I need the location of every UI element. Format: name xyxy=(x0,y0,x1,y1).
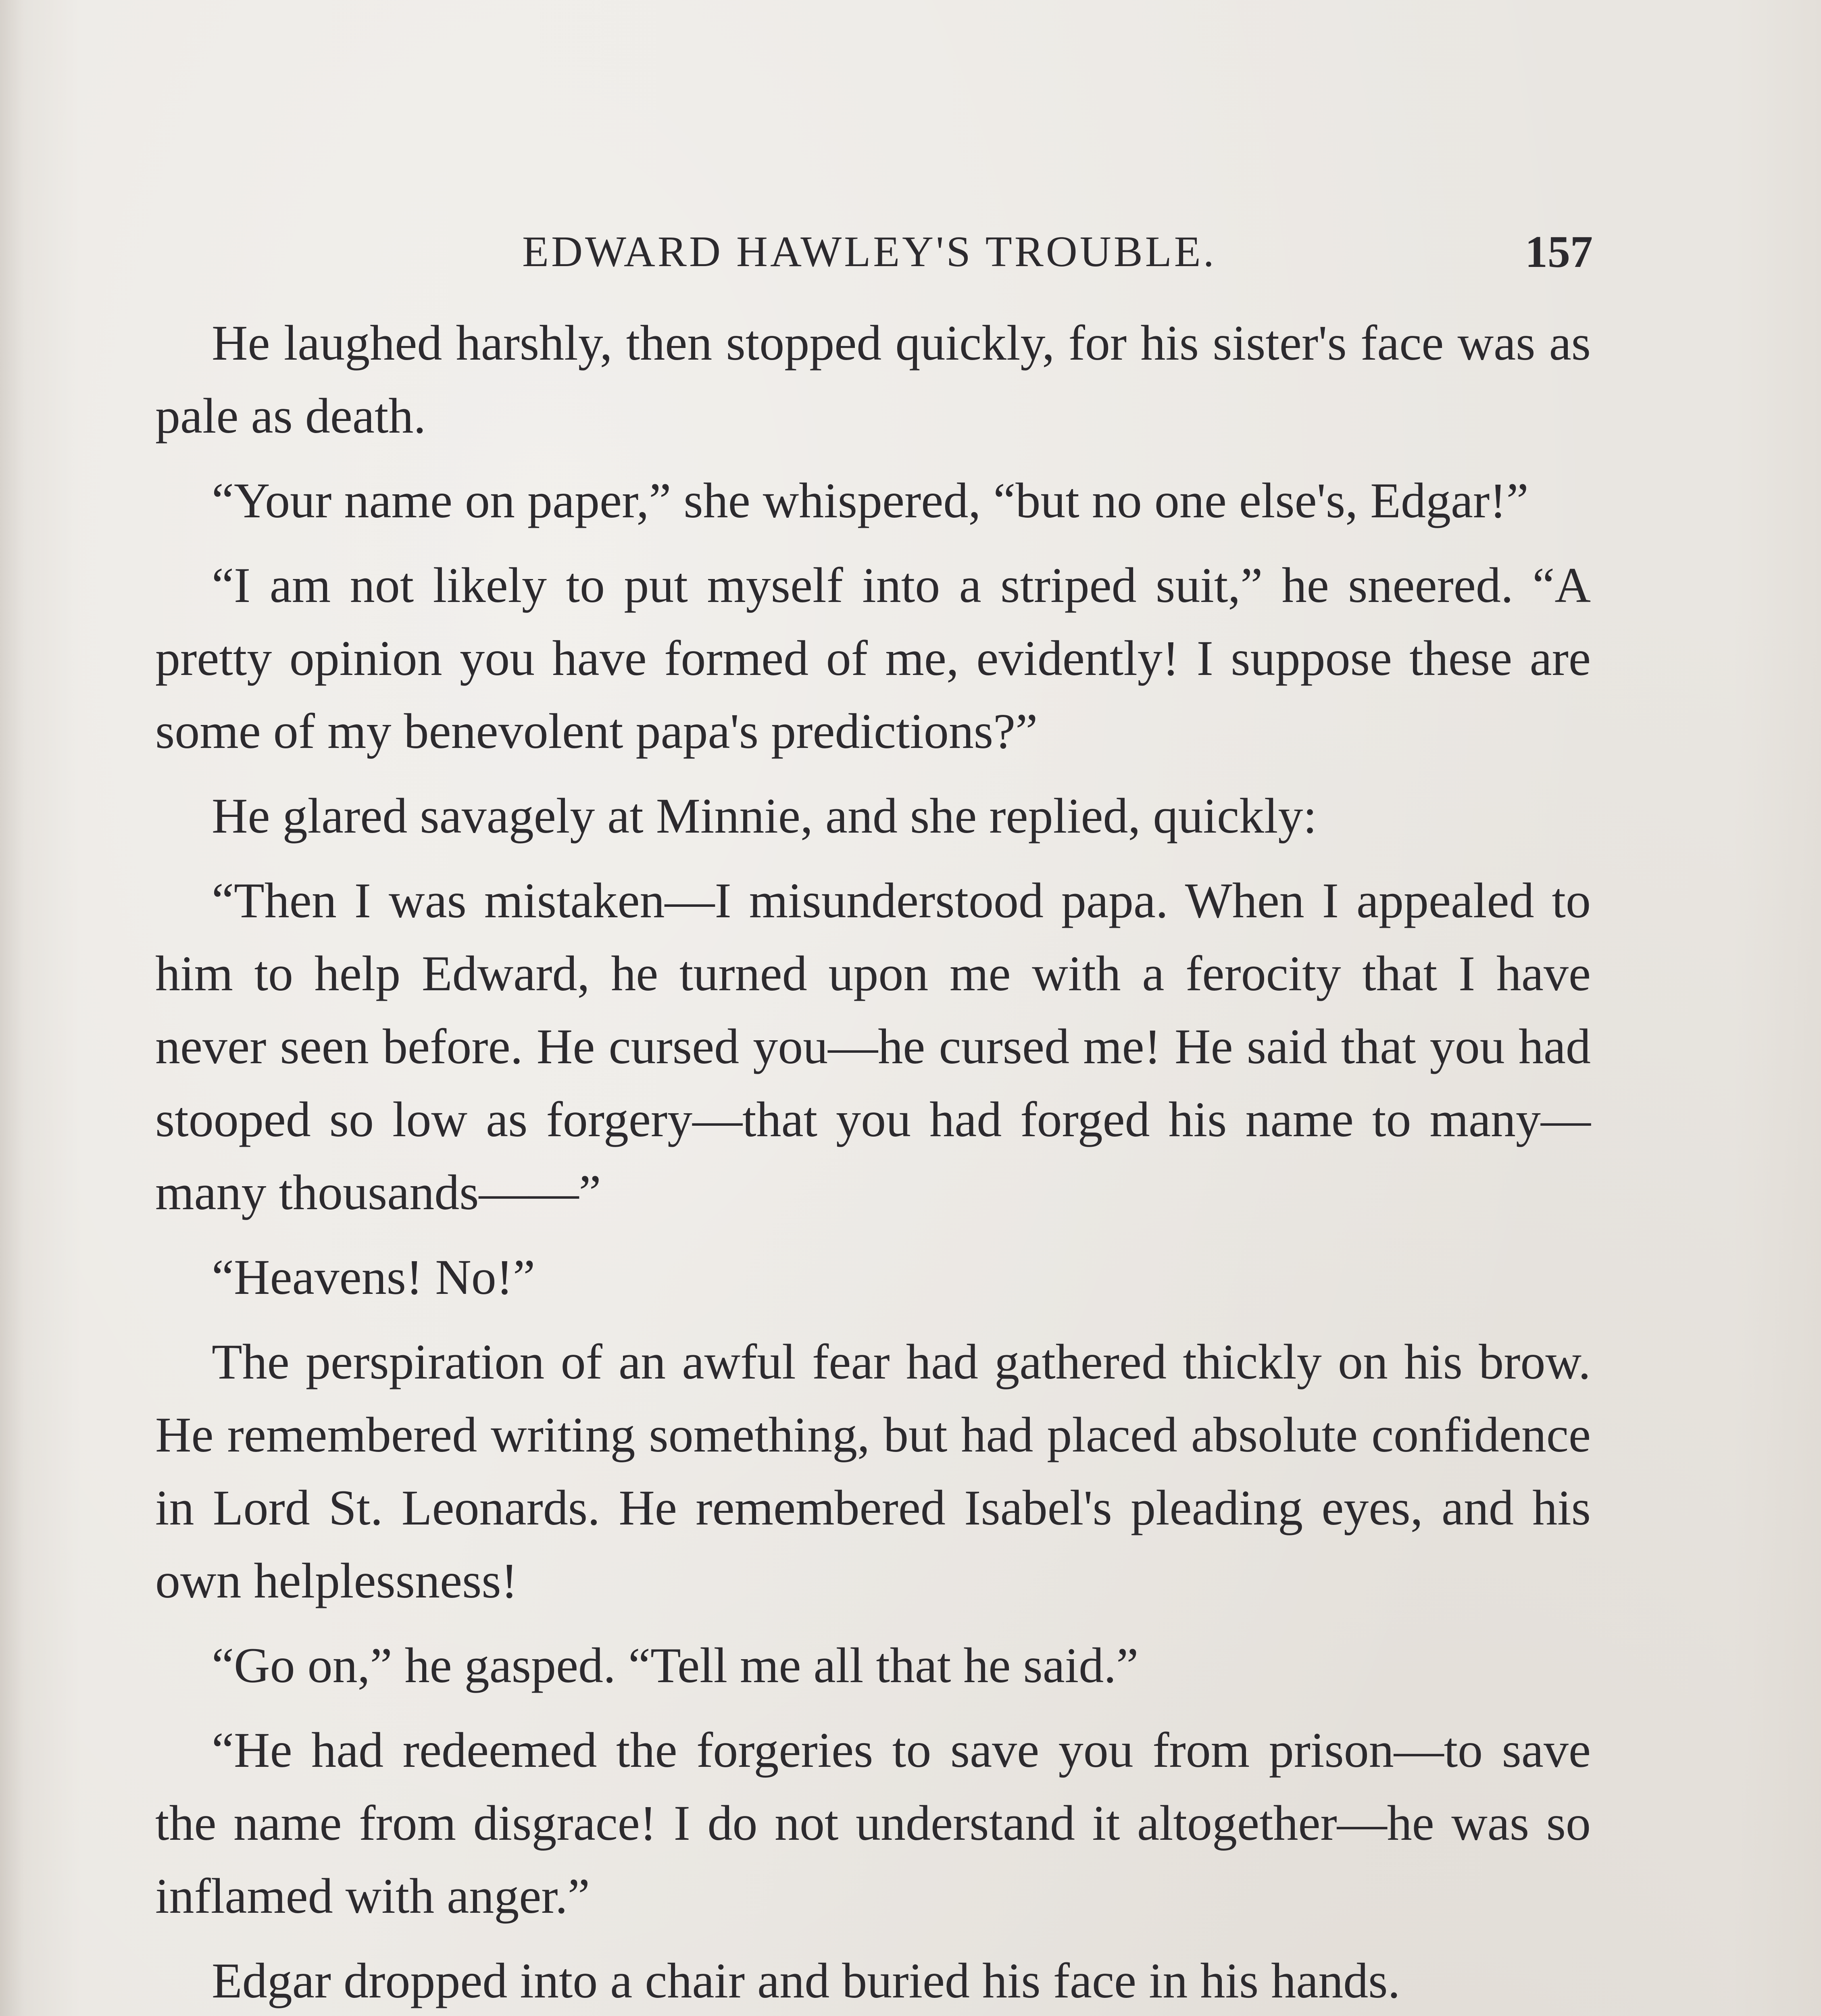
page-number: 157 xyxy=(1525,227,1593,277)
page-header xyxy=(153,220,1593,284)
paragraph: “Heavens! No!” xyxy=(212,1250,535,1305)
paragraph: The perspiration of an awful fear had gathered thickly on his brow. He remembered writing something, but had placed absolute confidence in Lord St. Leonards. He remembered Isabel's pleading eyes, and his own helplessness! xyxy=(155,1334,1591,1608)
paragraph: He glared savagely at Minnie, and she replied, quickly: xyxy=(212,788,1317,843)
paragraph: “Go on,” he gasped. “Tell me all that he said.” xyxy=(212,1638,1139,1693)
running-title: EDWARD HAWLEY'S TROUBLE. xyxy=(522,228,1217,276)
paragraph: He laughed harshly, then stopped quickly, for his sister's face was as pale as death. xyxy=(155,315,1591,444)
paragraph: Edgar dropped into a chair and buried his face in his hands. xyxy=(212,1953,1400,2008)
paragraph: “I am not likely to put myself into a striped suit,” he sneered. “A pretty opinion you have formed of me, evidently! I suppose these are some of my benevolent papa's predictions?” xyxy=(155,558,1591,759)
paragraph: “Then I was mistaken—I misunderstood papa. When I appealed to him to help Edward, he turned upon me with a ferocity that I have never seen before. He cursed you—he cursed me! He said that you had stooped so low as forgery—that you had forged his name to many—many thousands——” xyxy=(155,873,1591,1220)
paragraph: “Your name on paper,” she whispered, “but no one else's, Edgar!” xyxy=(212,473,1529,528)
body-text xyxy=(155,306,1591,2016)
paragraph: “He had redeemed the forgeries to save you from prison—to save the name from disgrace! I do not understand it altogether—he was so inflamed with anger.” xyxy=(155,1722,1591,1924)
